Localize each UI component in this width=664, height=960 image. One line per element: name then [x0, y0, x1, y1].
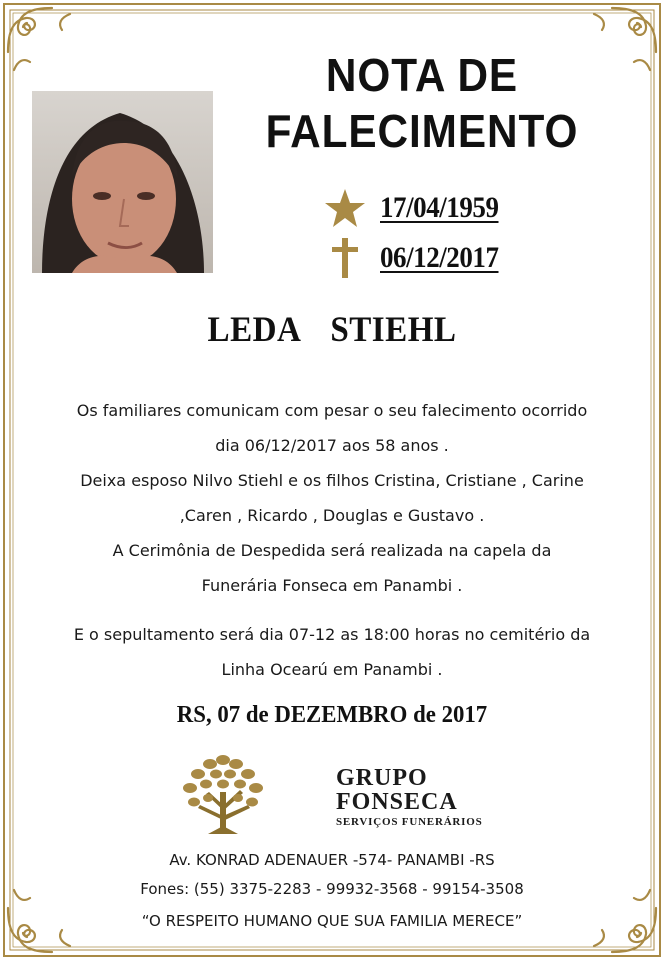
paragraph-line: dia 06/12/2017 aos 58 anos . [215, 436, 449, 455]
cross-icon [322, 238, 368, 278]
contact-address: Av. KONRAD ADENAUER -574- PANAMBI -RS [169, 851, 495, 869]
birth-date-row [322, 188, 512, 228]
paragraph-line: ,Caren , Ricardo , Douglas e Gustavo . [179, 506, 485, 525]
notice-paragraph-2 [30, 617, 634, 687]
death-date-row [322, 238, 512, 278]
deceased-name: LEDA STIEHL [207, 309, 457, 349]
paragraph-line: A Cerimônia de Despedida será realizada na capela da [112, 541, 552, 560]
tree-icon [178, 750, 268, 836]
deceased-portrait [32, 91, 213, 273]
brand-name-line1: GRUPO [336, 765, 428, 791]
brand-slogan: “O RESPEITO HUMANO QUE SUA FAMILIA MERECE” [141, 912, 523, 930]
paragraph-line: Linha Ocearú em Panambi . [221, 660, 443, 679]
paragraph-line: Deixa esposo Nilvo Stiehl e os filhos Cristina, Cristiane , Carine [80, 471, 584, 490]
death-date: 06/12/2017 [380, 241, 499, 274]
star-icon [322, 188, 368, 228]
brand-name-line2: FONSECA [336, 789, 458, 815]
paragraph-line: Os familiares comunicam com pesar o seu falecimento ocorrido [76, 401, 588, 420]
contact-phones: Fones: (55) 3375-2283 - 99932-3568 - 99154-3508 [140, 880, 524, 898]
birth-date: 17/04/1959 [380, 191, 499, 224]
notice-paragraph-1 [30, 393, 634, 603]
paragraph-line: E o sepultamento será dia 07-12 as 18:00 horas no cemitério da [73, 625, 591, 644]
notice-dateline: RS, 07 de DEZEMBRO de 2017 [176, 702, 488, 728]
notice-title-line2: FALECIMENTO [265, 105, 579, 157]
notice-title-line1: NOTA DE [325, 49, 519, 101]
brand-name [336, 766, 483, 828]
brand-subtitle: SERVIÇOS FUNERÁRIOS [336, 816, 483, 828]
paragraph-line: Funerária Fonseca em Panambi . [201, 576, 463, 595]
